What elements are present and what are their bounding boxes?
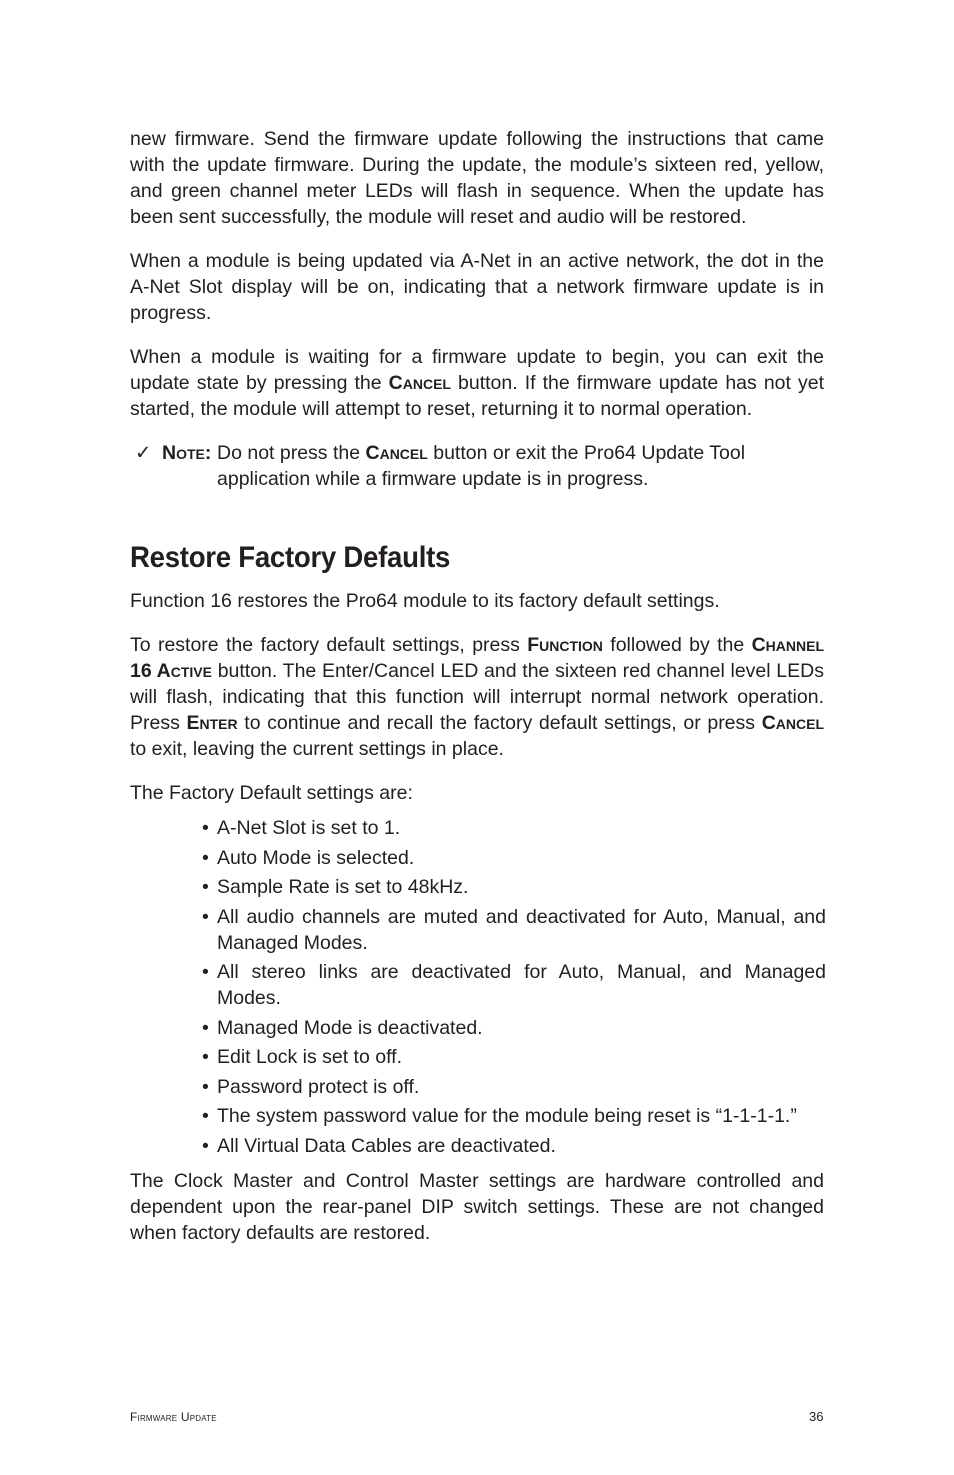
list-item-text: Edit Lock is set to off. — [217, 1046, 402, 1068]
key-enter: Enter — [186, 712, 238, 734]
text-segment: Do not press the — [217, 442, 366, 464]
section-heading: Restore Factory Defaults — [130, 541, 451, 574]
bullet-icon: • — [202, 961, 209, 983]
list-item-text: All Virtual Data Cables are deactivated. — [217, 1134, 556, 1157]
key-channel-16-active: Channel 16 Active — [130, 634, 825, 682]
note-block — [130, 440, 824, 492]
list-item-text: Managed Mode is deactivated. — [217, 1016, 483, 1039]
text-segment: followed by the — [602, 634, 752, 656]
text-segment: button. The Enter/Cancel LED and the sixteen red channel level LEDs will flash, indicating that this function will interrupt normal network operation. Press — [130, 660, 824, 734]
list-item-text: Password protect is off. — [217, 1075, 420, 1098]
list-item — [202, 904, 826, 956]
key-cancel: Cancel — [365, 442, 428, 464]
text-segment: button. If the firmware update has not yet started, the module will attempt to reset, returning it to normal operation. — [130, 372, 825, 420]
paragraph-exit-update — [130, 344, 824, 422]
text-segment: To restore the factory default settings, press — [130, 634, 528, 656]
bullet-icon: • — [202, 1105, 209, 1127]
list-item-text: All stereo links are deactivated for Auto, Manual, and Managed Modes. — [217, 961, 826, 1009]
list-item — [202, 1044, 826, 1070]
page-content — [130, 126, 824, 1246]
list-item-text: Auto Mode is selected. — [217, 846, 415, 869]
defaults-list — [202, 815, 826, 1159]
list-item — [202, 1103, 826, 1129]
bullet-icon: • — [202, 1134, 209, 1157]
bullet-icon: • — [202, 1016, 209, 1039]
page-number: 36 — [809, 1409, 824, 1424]
note-label: Note: — [162, 442, 212, 464]
text-segment: button or exit the Pro64 Update Tool application while a firmware update is in progress. — [217, 442, 746, 490]
text-segment: to continue and recall the factory default settings, or press — [237, 712, 762, 734]
list-item — [202, 845, 826, 871]
list-item — [202, 1015, 826, 1041]
list-item — [202, 959, 826, 1011]
checkmark-icon: ✓ — [135, 442, 152, 464]
paragraph-hardware-settings: The Clock Master and Control Master settings are hardware controlled and dependent upon the rear-panel DIP switch settings. These are not changed when factory defaults are restored. — [130, 1169, 824, 1244]
paragraph-firmware-update: new firmware. Send the firmware update following the instructions that came with the update firmware. During the update, the module’s sixteen red, yellow, and green channel meter LEDs will flash in sequence. When the update has been sent successfully, the module will reset and audio will be restored. — [130, 128, 824, 228]
list-item-text: The system password value for the module being reset is “1-1-1-1.” — [217, 1105, 797, 1127]
text-segment: When a module is waiting for a firmware update to begin, you can exit the update state by pressing the — [130, 346, 824, 394]
bullet-icon: • — [202, 905, 209, 928]
key-cancel: Cancel — [388, 372, 451, 394]
bullet-icon: • — [202, 817, 209, 839]
footer-section-title: Firmware Update — [130, 1410, 217, 1424]
list-item-text: Sample Rate is set to 48kHz. — [217, 876, 469, 898]
paragraph-restore-steps — [130, 632, 824, 762]
note-text — [217, 440, 824, 492]
paragraph-defaults-intro: The Factory Default settings are: — [130, 782, 413, 804]
bullet-icon: • — [202, 876, 209, 898]
list-item — [202, 815, 826, 841]
bullet-icon: • — [202, 1046, 209, 1068]
list-item — [202, 874, 826, 900]
paragraph-anet-update: When a module is being updated via A-Net in an active network, the dot in the A-Net Slot display will be on, indicating that a network firmware update is in progress. — [130, 250, 824, 324]
list-item — [202, 1133, 826, 1159]
list-item-text: A-Net Slot is set to 1. — [217, 817, 401, 839]
paragraph-function-16: Function 16 restores the Pro64 module to its factory default settings. — [130, 590, 720, 612]
list-item — [202, 1074, 826, 1100]
bullet-icon: • — [202, 1075, 209, 1098]
bullet-icon: • — [202, 846, 209, 869]
key-function: Function — [527, 634, 603, 656]
text-segment: to exit, leaving the current settings in place. — [130, 738, 504, 760]
key-cancel: Cancel — [761, 712, 824, 734]
list-item-text: All audio channels are muted and deactivated for Auto, Manual, and Managed Modes. — [217, 905, 826, 954]
